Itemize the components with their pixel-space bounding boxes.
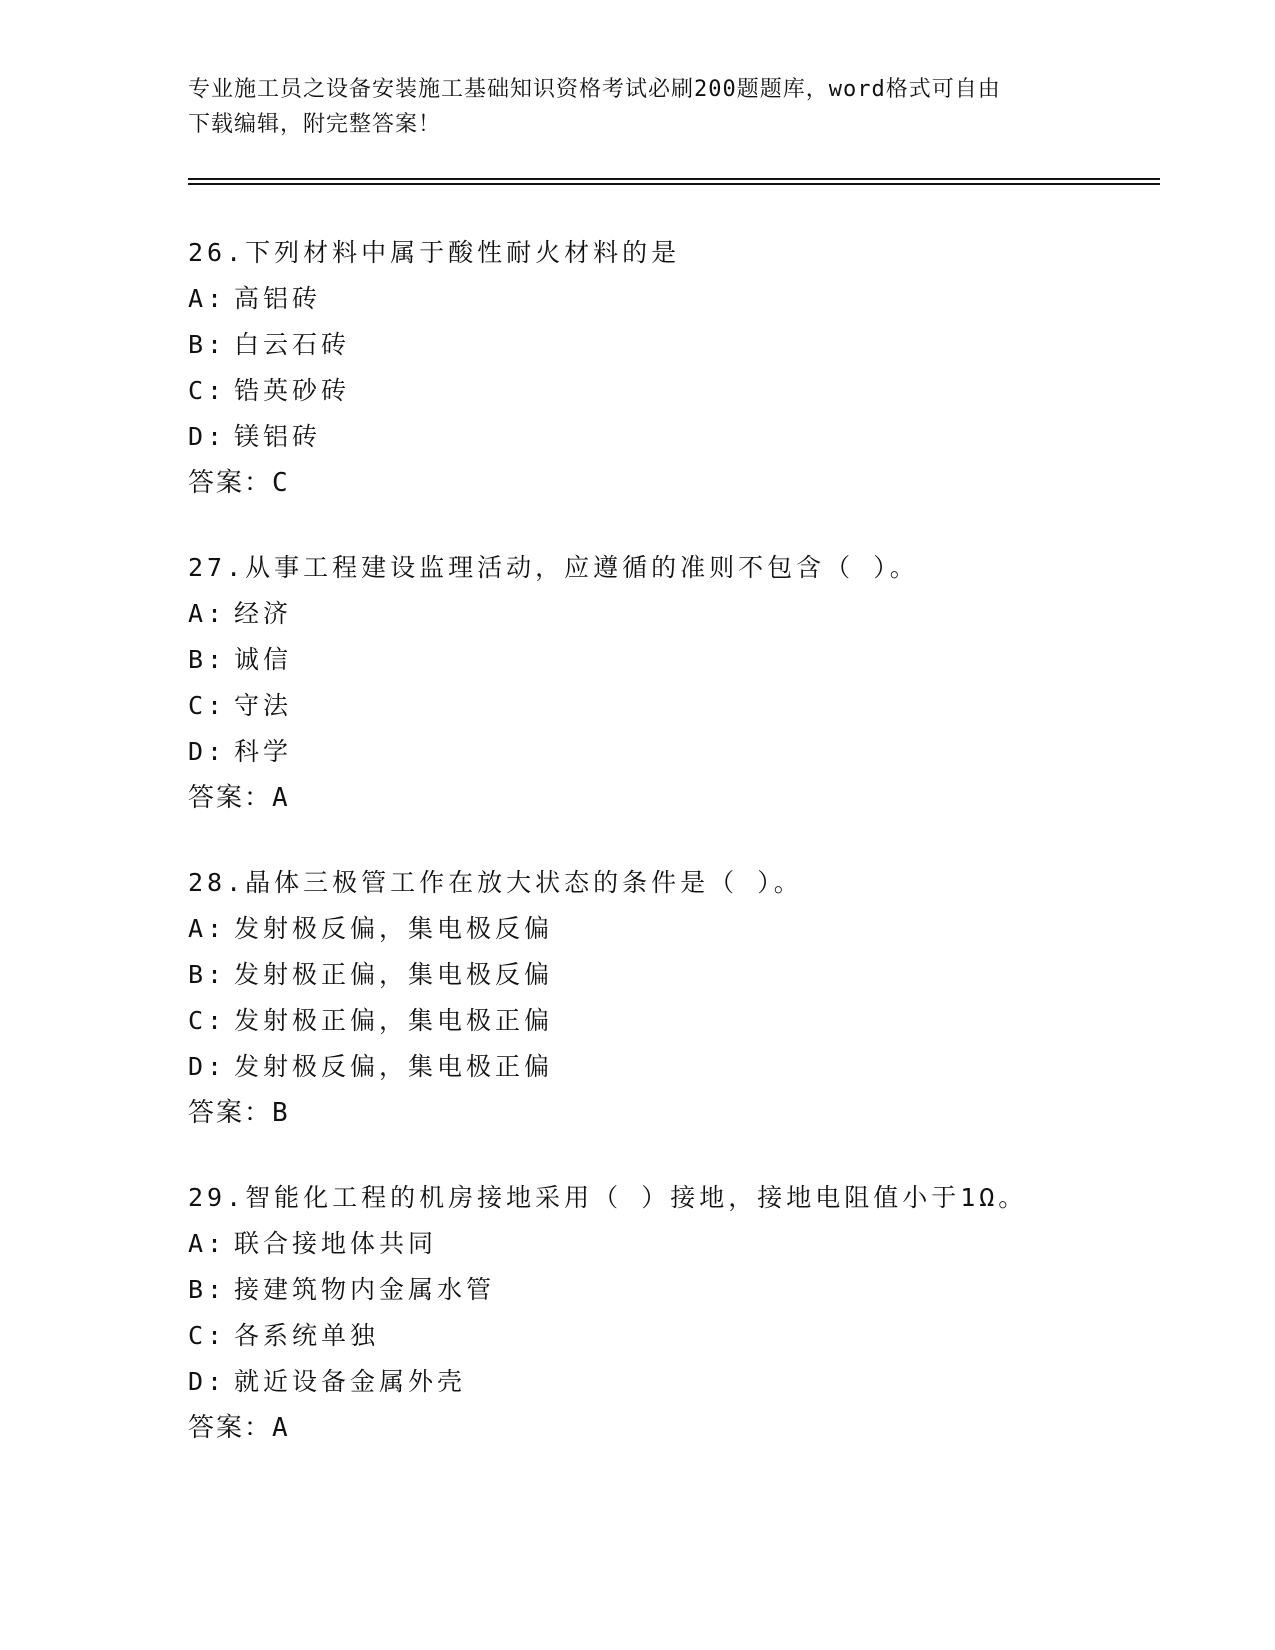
option-text: 联合接地体共同 <box>234 1229 438 1258</box>
answer-line <box>188 460 1188 506</box>
question-stem: 27.从事工程建设监理活动，应遵循的准则不包含（ ）。 <box>188 553 919 582</box>
answer-line <box>188 1090 1188 1136</box>
option-c <box>188 998 1188 1044</box>
option-text: 接建筑物内金属水管 <box>234 1275 496 1304</box>
option-text: 各系统单独 <box>234 1321 380 1350</box>
answer-value: A <box>272 783 290 813</box>
option-d <box>188 729 1188 775</box>
option-letter: C: <box>188 1006 227 1035</box>
question-stem: 28.晶体三极管工作在放大状态的条件是（ ）。 <box>188 868 803 897</box>
option-letter: D: <box>188 422 227 451</box>
header-line-2: 下载编辑，附完整答案！ <box>188 112 442 137</box>
answer-line <box>188 1405 1188 1451</box>
option-c <box>188 368 1188 414</box>
option-letter: C: <box>188 691 227 720</box>
option-text: 科学 <box>234 737 293 766</box>
option-letter: D: <box>188 1367 227 1396</box>
answer-line <box>188 775 1188 821</box>
option-letter: D: <box>188 737 227 766</box>
answer-value: A <box>272 1413 290 1443</box>
answer-label: 答案： <box>188 1098 273 1128</box>
question-26 <box>188 230 1188 506</box>
option-a <box>188 906 1188 952</box>
option-b <box>188 952 1188 998</box>
header-divider-top <box>188 178 1160 180</box>
question-28 <box>188 860 1188 1136</box>
option-c <box>188 683 1188 729</box>
option-text: 发射极正偏，集电极反偏 <box>234 960 554 989</box>
option-d <box>188 1044 1188 1090</box>
option-text: 诚信 <box>234 645 293 674</box>
option-d <box>188 414 1188 460</box>
option-text: 高铝砖 <box>234 284 322 313</box>
option-letter: C: <box>188 1321 227 1350</box>
header-line-1: 专业施工员之设备安装施工基础知识资格考试必刷200题题库，word格式可自由 <box>188 77 1001 102</box>
option-text: 发射极反偏，集电极正偏 <box>234 1052 554 1081</box>
option-b <box>188 1267 1188 1313</box>
option-letter: B: <box>188 330 227 359</box>
answer-label: 答案： <box>188 1413 273 1443</box>
option-letter: A: <box>188 599 227 628</box>
document-header <box>188 72 1088 142</box>
option-letter: A: <box>188 914 227 943</box>
option-letter: B: <box>188 960 227 989</box>
answer-label: 答案： <box>188 783 273 813</box>
option-text: 白云石砖 <box>234 330 351 359</box>
option-text: 发射极反偏，集电极反偏 <box>234 914 554 943</box>
option-text: 锆英砂砖 <box>234 376 351 405</box>
option-b <box>188 322 1188 368</box>
answer-value: B <box>272 1098 290 1128</box>
header-divider-bottom <box>188 183 1160 185</box>
question-stem: 26.下列材料中属于酸性耐火材料的是 <box>188 238 681 267</box>
option-a <box>188 1221 1188 1267</box>
option-letter: D: <box>188 1052 227 1081</box>
option-letter: B: <box>188 645 227 674</box>
option-text: 守法 <box>234 691 293 720</box>
option-text: 经济 <box>234 599 293 628</box>
option-c <box>188 1313 1188 1359</box>
answer-label: 答案： <box>188 468 273 498</box>
question-stem: 29.智能化工程的机房接地采用（ ）接地，接地电阻值小于1Ω。 <box>188 1183 1028 1212</box>
option-a <box>188 591 1188 637</box>
question-29 <box>188 1175 1188 1451</box>
option-letter: A: <box>188 1229 227 1258</box>
option-a <box>188 276 1188 322</box>
option-text: 就近设备金属外壳 <box>234 1367 467 1396</box>
option-letter: B: <box>188 1275 227 1304</box>
option-letter: A: <box>188 284 227 313</box>
option-text: 发射极正偏，集电极正偏 <box>234 1006 554 1035</box>
option-b <box>188 637 1188 683</box>
answer-value: C <box>272 468 290 498</box>
option-text: 镁铝砖 <box>234 422 322 451</box>
option-letter: C: <box>188 376 227 405</box>
option-d <box>188 1359 1188 1405</box>
question-27 <box>188 545 1188 821</box>
